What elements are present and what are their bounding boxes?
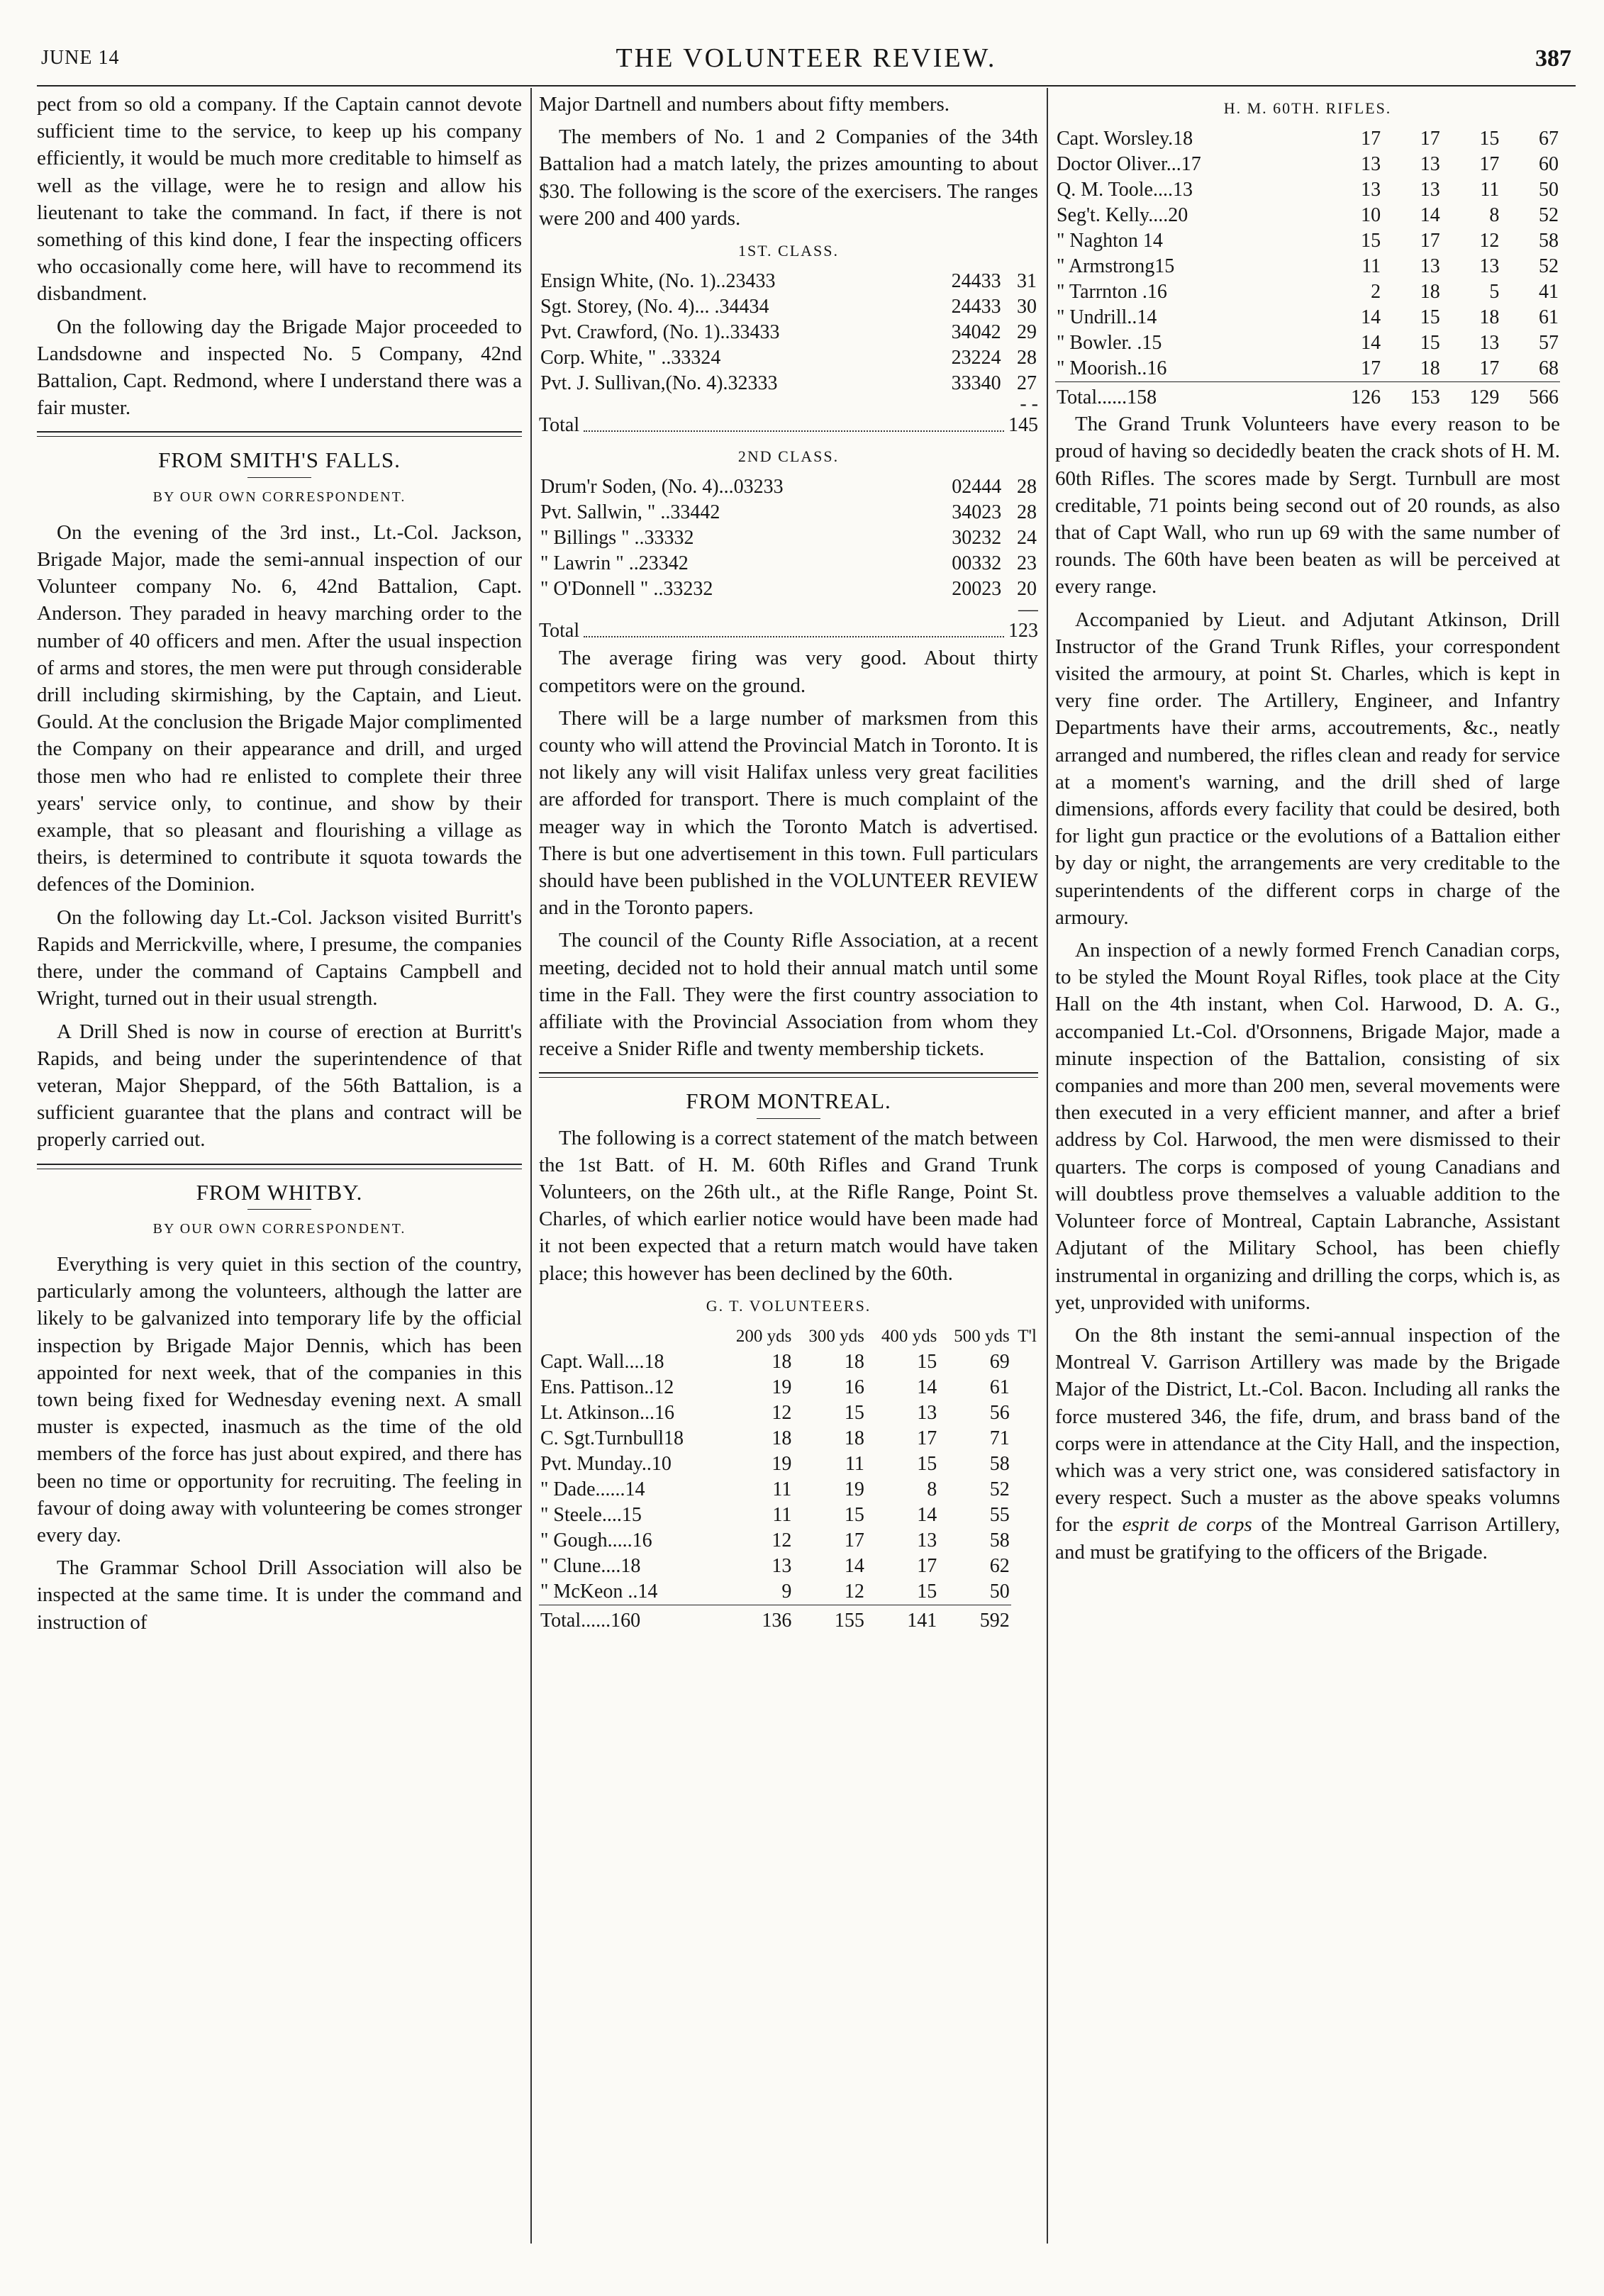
table-row [539,320,1038,345]
gt-volunteers-score-table [539,1324,1038,1634]
score-value-cell: 13 [917,1402,937,1425]
score-name-cell: Seg't. Kelly....20 [1057,204,1188,227]
paragraph: The Grammar School Drill Association will also be inspected at the same time. It is under the command and instruction of [37,1556,522,1634]
score-value-cell: 30232 [952,527,1002,550]
score-value-cell: 23 [1017,552,1037,575]
score-value-cell: 129 [1442,382,1501,411]
score-value-cell: 15 [917,1351,937,1373]
column-header: 300 yds [808,1327,864,1347]
score-value-cell: 15 [1361,230,1381,252]
table-row [539,294,1038,320]
table-row [539,551,1038,576]
column-header: 400 yds [881,1327,937,1347]
score-value-cell: 34042 [951,321,1001,344]
paragraph: Accompanied by Lieut. and Adjutant Atkinson, Drill Instructor of the Grand Trunk Rifles, your correspondent visited the armoury, at point St. Charles, which is kept in very fine order. The Artillery, Engineer, and Infantry Departments have their arms, accoutrements, &c., neatly arranged and numbered, the rifles clean and ready for service at a moment's warning, and the drill shed of large dimensions, affords every facility that could be desired, both for light gun practice or the evolutions of a Battalion either by day or night, the arrangements are very creditable to the superintendents of the different corps in charge of the armoury. [1055,608,1560,929]
table-label: G. T. VOLUNTEERS. [706,1296,871,1315]
score-value-cell: 28 [1017,501,1037,524]
class-label: 2ND CLASS. [737,447,840,466]
score-value-cell: 8 [927,1478,937,1501]
score-value-cell: 57 [1539,332,1559,355]
score-value-cell: 13 [1479,255,1500,278]
score-name-cell: " Lawrin " ..23342 [540,552,689,575]
hm-60th-score-table [1055,126,1560,411]
table-row [1055,126,1560,152]
table-row [1055,228,1560,254]
score-name-cell: Ens. Pattison..12 [540,1376,674,1399]
table-row [1055,305,1560,330]
class-label: 1ST. CLASS. [737,242,839,260]
score-name-cell: Pvt. Crawford, (No. 1)..33433 [540,321,780,344]
score-value-cell: 11 [772,1478,792,1501]
second-class-score-table [539,474,1038,602]
text-run: On the 8th instant the semi-annual inspection of the Montreal V. Garrison Artillery was made by the Brigade Major of the District, Lt.-Col. Bacon. Including all ranks the force mustered 346, the fife, drum, and brass band of the corps were in attendance at the City Hall, and the inspection, which was a very strict one, was considered satisfactory in every respect. Such a muster as the above speaks volumns for the [1055,1323,1560,1537]
score-value-cell: 55 [989,1504,1010,1527]
score-value-cell: 126 [1323,382,1383,411]
heading-rule [247,477,311,478]
score-value-cell: 20 [1017,578,1037,601]
section-rule [37,431,522,437]
table-label: H. M. 60TH. RIFLES. [1223,99,1392,117]
italic-phrase: esprit de corps [1122,1513,1252,1537]
table-row [539,1451,1038,1477]
score-value-cell: 18 [1420,357,1440,380]
score-value-cell: 67 [1539,128,1559,150]
score-value-cell: 19 [772,1376,792,1399]
paragraph: A Drill Shed is now in course of erection at Burritt's Rapids, and being under the superintendence of that veteran, Major Sheppard, of the 56th Battalion, is a sufficient guarantee that the plans and contract will be properly carried out. [37,1020,522,1152]
score-value-cell: 13 [772,1555,792,1578]
paragraph: There will be a large number of marksmen from this county who will attend the Provincial Match in Toronto. It is not likely any will visit Halifax unless very great facilities are afforded for transport. There is much complaint of the meager way in which the Toronto Match is advertised. There is but one advertisement in this town. Full particulars should have been published in the VOLUNTEER REVIEW and in the Toronto papers. [539,706,1038,920]
score-value-cell: 13 [1420,179,1440,201]
score-name-cell: C. Sgt.Turnbull18 [540,1427,684,1450]
paragraph: Everything is very quiet in this section of the country, particularly among the volunteers, although the latter are likely to be galvanized into temporary life by the official inspection by Brigade Major Dennis, which has been appointed for next week, that of the companies in this town being fixed for Wednesday evening next. A small muster is expected, inasmuch as the time of the old members of the force has just about expired, and there has been no time or opportunity for recruiting. The feeling in favour of doing away with volunteering be comes stronger every day. [37,1252,522,1547]
table-row [539,1579,1038,1605]
score-value-cell: 69 [989,1351,1010,1373]
leader-dots [584,412,1004,432]
first-class-score-table [539,269,1038,396]
paragraph: The following is a correct statement of the match between the 1st Batt. of H. M. 60th Rifles and Grand Trunk Volunteers, on the 26th ult., at the Rifle Range, Point St. Charles, of which earlier notice would have been made had it not been expected that a return match would have taken place; this however has been declined by the 60th. [539,1126,1038,1285]
score-value-cell: 15 [917,1581,937,1603]
score-value-cell: 24433 [951,270,1001,293]
score-name-cell: Corp. White, " ..33324 [540,347,721,369]
table-row [1055,203,1560,228]
score-value-cell: 14 [917,1376,937,1399]
sum-rule: - - [1020,393,1038,416]
score-value-cell: 17 [1479,357,1500,380]
score-name-cell: Capt. Worsley.18 [1057,128,1193,150]
paragraph: On the following day the Brigade Major proceeded to Landsdowne and inspected No. 5 Company, 42nd Battalion, Capt. Redmond, where I understand there was a fair muster. [37,315,522,420]
score-name-cell: " Clune....18 [540,1555,641,1578]
score-value-cell: 27 [1017,372,1037,395]
issue-date: JUNE 14 [41,47,120,69]
score-value-cell: 52 [1539,204,1559,227]
score-value-cell: 61 [989,1376,1010,1399]
score-name-cell: " Tarrnton .16 [1057,281,1167,303]
paragraph: Major Dartnell and numbers about fifty members. [539,93,950,116]
table-header-row [539,1324,1038,1349]
score-name-cell: " Steele....15 [540,1504,642,1527]
score-value-cell: 18 [844,1351,864,1373]
score-value-cell: 30 [1017,296,1037,318]
table-row [539,1503,1038,1528]
header-spacer [539,1324,720,1349]
masthead [37,34,1576,87]
score-value-cell: 52 [1539,255,1559,278]
score-value-cell: 58 [1539,230,1559,252]
paragraph: The average firing was very good. About thirty competitors were on the ground. [539,647,1038,697]
paragraph: The council of the County Rifle Association, at a recent meeting, decided not to hold their annual match until some time in the Fall. They were the first country association to affiliate with the Provincial Association from whom they receive a Snider Rifle and twenty membership tickets. [539,929,1038,1061]
score-value-cell: 15 [844,1402,864,1425]
score-value-cell: 15 [844,1504,864,1527]
score-value-cell: 15 [1420,306,1440,329]
score-name-cell: Doctor Oliver...17 [1057,153,1201,176]
score-value-cell: 24433 [951,296,1001,318]
score-value-cell: 13 [1420,153,1440,176]
score-value-cell: 18 [1479,306,1500,329]
score-value-cell: 13 [917,1529,937,1552]
score-name-cell: Drum'r Soden, (No. 4)...03233 [540,476,784,498]
table-row [539,1528,1038,1554]
score-value-cell: 31 [1017,270,1037,293]
score-value-cell: 17 [1420,230,1440,252]
table-row [539,1349,1038,1375]
text-run: of the Montreal Garrison Artillery, and must be gratifying to the officers of the Brigade. [1055,1513,1560,1564]
score-value-cell: 14 [1361,306,1381,329]
score-value-cell: 60 [1539,153,1559,176]
score-name-cell: " Undrill..14 [1057,306,1157,329]
score-value-cell: 14 [1420,204,1440,227]
publication-title: THE VOLUNTEER REVIEW. [616,43,997,73]
score-name-cell: Pvt. Munday..10 [540,1453,672,1476]
score-name-cell: " Bowler. .15 [1057,332,1162,355]
total-value: 145 [1008,414,1038,437]
total-row [539,1605,1038,1634]
score-value-cell: 141 [866,1605,938,1634]
score-name-cell: " Gough.....16 [540,1529,652,1552]
table-row [539,1477,1038,1503]
score-value-cell: 11 [845,1453,864,1476]
score-value-cell: 14 [1361,332,1381,355]
score-value-cell: 13 [1479,332,1500,355]
column-header: 200 yds [735,1327,792,1347]
score-value-cell: 17 [1420,128,1440,150]
sum-rule: — [1018,598,1038,621]
total-row [1055,382,1560,411]
score-value-cell: 17 [1361,128,1381,150]
total-label: Total [539,414,580,437]
paragraph [1055,1322,1560,1566]
score-value-cell: 10 [1361,204,1381,227]
score-value-cell: 11 [772,1504,792,1527]
table-row [1055,177,1560,203]
table-row [539,500,1038,525]
score-value-cell: 28 [1017,347,1037,369]
paragraph: The Grand Trunk Volunteers have every reason to be proud of having so decidedly beaten the crack shots of H. M. 60th Rifles. The scores made by Sergt. Turnbull are most creditable, 71 points being second out of 20 rounds, as also that of Capt Wall, who run up 69 with the same number of rounds. The 60th have been beaten as will be perceived at every range. [1055,413,1560,598]
heading-rule [757,1118,820,1119]
score-value-cell: 15 [917,1453,937,1476]
score-value-cell: 15 [1420,332,1440,355]
score-value-cell: 592 [938,1605,1010,1634]
column-divider [1047,88,1048,2244]
score-value-cell: 153 [1382,382,1442,411]
column-3 [1055,91,1560,2246]
score-value-cell: 155 [793,1605,865,1634]
column-1 [37,91,522,2246]
score-value-cell: 13 [1361,153,1381,176]
score-value-cell: 34023 [952,501,1002,524]
column-header: 500 yds [954,1327,1010,1347]
paragraph: An inspection of a newly formed French Canadian corps, to be styled the Mount Royal Rifles, took place at the City Hall on the 4th instant, when Col. Harwood, D. A. G., accompanied Lt.-Col. d'Orsonnens, Brigade Major, made a minute inspection of the Battalion, consisting of six companies and more than 200 men, several movements were then executed in a very efficient manner, and after a brief address by Col. Harwood, the men were dismissed to their quarters. The corps is composed of young Canadians and will doubtless prove themselves a valuable addition to the Volunteer force of Montreal, Captain Labranche, Assistant Adjutant of the Military School, has been chiefly instrumental in organizing and drilling the corps, which is, as yet, unprovided with uniforms. [1055,939,1560,1314]
section-heading-montreal: FROM MONTREAL. [686,1088,891,1114]
score-value-cell: 12 [844,1581,864,1603]
score-name-cell: " O'Donnell " ..33232 [540,578,713,601]
leader-dots [584,618,1004,637]
score-value-cell: 12 [1479,230,1500,252]
table-row [1055,152,1560,177]
table-row [539,576,1038,602]
table-row [539,1426,1038,1451]
score-value-cell: 58 [989,1453,1010,1476]
score-value-cell: 566 [1500,382,1560,411]
score-value-cell: 71 [989,1427,1010,1450]
total-line [539,412,1038,439]
score-value-cell: 41 [1539,281,1559,303]
score-value-cell: 17 [917,1555,937,1578]
score-name-cell: Lt. Atkinson...16 [540,1402,675,1425]
paragraph: On the evening of the 3rd inst., Lt.-Col. Jackson, Brigade Major, made the semi-annual inspection of our Volunteer company No. 6, 42nd Battalion, Capt. Anderson. They paraded in heavy marching order to the number of 40 officers and men. After the usual inspection of arms and stores, the men were put through considerable drill including skirmishing, by the Captain, and Lieut. Gould. At the conclusion the Brigade Major complimented the Company on their appearance and drill, and urged those men who had re enlisted to complete their three years' service only, to continue, and show by their example, that so pleasant and flourishing a village as theirs, is determined to contribute it squota towards the defences of the Dominion. [37,520,522,896]
total-line [539,618,1038,645]
score-value-cell: 50 [989,1581,1010,1603]
score-value-cell: 20023 [952,578,1002,601]
score-value-cell: 17 [917,1427,937,1450]
table-row [539,345,1038,371]
score-value-cell: 68 [1539,357,1559,380]
table-row [539,1400,1038,1426]
table-row [539,371,1038,396]
heading-rule [247,1209,311,1210]
section-heading-whitby: FROM WHITBY. [196,1179,363,1205]
score-value-cell: 19 [844,1478,864,1501]
score-value-cell: 8 [1489,204,1500,227]
score-value-cell: 58 [989,1529,1010,1552]
byline: BY OUR OWN CORRESPONDENT. [152,1220,406,1237]
score-value-cell: 5 [1489,281,1500,303]
score-value-cell: 18 [772,1427,792,1450]
score-value-cell: 18 [1420,281,1440,303]
score-name-cell: Capt. Wall....18 [540,1351,664,1373]
page-number: 387 [1535,45,1571,72]
paragraph: On the following day Lt.-Col. Jackson visited Burritt's Rapids and Merrickville, where, I presume, the companies there, under the command of Captains Campbell and Wright, turned out in their usual strength. [37,905,522,1010]
score-value-cell: 17 [1479,153,1500,176]
table-row [539,474,1038,500]
score-value-cell: 02444 [952,476,1002,498]
score-value-cell: 14 [917,1504,937,1527]
score-value-cell: 11 [1480,179,1500,201]
score-value-cell: 13 [1361,179,1381,201]
score-value-cell: 11 [1361,255,1381,278]
table-row [539,1375,1038,1400]
score-name-cell: Sgt. Storey, (No. 4)... .34434 [540,296,769,318]
score-name-cell: " Moorish..16 [1057,357,1167,380]
score-name-cell: Total......158 [1055,382,1323,411]
score-value-cell: 136 [720,1605,793,1634]
score-value-cell: 50 [1539,179,1559,201]
score-name-cell: Pvt. Sallwin, " ..33442 [540,501,720,524]
column-2 [539,91,1038,2246]
score-value-cell: 9 [781,1581,792,1603]
score-name-cell: Pvt. J. Sullivan,(No. 4).32333 [540,372,778,395]
score-value-cell: 15 [1479,128,1500,150]
section-rule [37,1164,522,1169]
score-value-cell: 24 [1017,527,1037,550]
section-heading-smiths-falls: FROM SMITH'S FALLS. [158,447,401,473]
score-value-cell: 61 [1539,306,1559,329]
score-name-cell: " Dade......14 [540,1478,645,1501]
total-value: 123 [1008,620,1038,642]
score-value-cell: 16 [844,1376,864,1399]
score-value-cell: 12 [772,1529,792,1552]
score-name-cell: Ensign White, (No. 1)..23433 [540,270,776,293]
column-header: T'l [1018,1327,1037,1347]
score-value-cell: 62 [989,1555,1010,1578]
paragraph: The members of No. 1 and 2 Companies of the 34th Battalion had a match lately, the prizes amounting to about $30. The following is the score of the exercisers. The ranges were 200 and 400 yards. [539,126,1038,230]
paragraph: pect from so old a company. If the Captain cannot devote sufficient time to the service, to keep up his company efficiently, it would be much more creditable to himself as well as the village, were he to resign and allow his lieutenant to take the command. In fact, if there is not something of this kind done, I fear the inspecting officers who occasionally come here, will have to recommend its disbandment. [37,93,522,306]
score-value-cell: 17 [844,1529,864,1552]
score-name-cell: Total......160 [539,1605,720,1634]
score-value-cell: 12 [772,1402,792,1425]
score-value-cell: 18 [772,1351,792,1373]
score-value-cell: 17 [1361,357,1381,380]
column-divider [530,88,532,2244]
table-row [539,1554,1038,1579]
table-row [1055,279,1560,305]
table-row [1055,330,1560,356]
byline: BY OUR OWN CORRESPONDENT. [152,489,406,505]
score-value-cell: 56 [989,1402,1010,1425]
score-name-cell: " McKeon ..14 [540,1581,658,1603]
score-value-cell: 13 [1420,255,1440,278]
table-row [539,525,1038,551]
score-name-cell: " Armstrong15 [1057,255,1175,278]
score-value-cell: 00332 [952,552,1002,575]
table-row [1055,356,1560,382]
table-row [1055,254,1560,279]
score-name-cell: Q. M. Toole....13 [1057,179,1193,201]
score-value-cell: 33340 [951,372,1001,395]
score-name-cell: " Naghton 14 [1057,230,1163,252]
score-value-cell: 2 [1371,281,1381,303]
score-name-cell: " Billings " ..33332 [540,527,694,550]
score-value-cell: 19 [772,1453,792,1476]
score-value-cell: 52 [989,1478,1010,1501]
score-value-cell: 18 [844,1427,864,1450]
table-row [539,269,1038,294]
score-value-cell: 23224 [951,347,1001,369]
score-value-cell: 29 [1017,321,1037,344]
score-value-cell: 14 [844,1555,864,1578]
section-rule [539,1072,1038,1078]
total-label: Total [539,620,580,642]
score-value-cell: 28 [1017,476,1037,498]
